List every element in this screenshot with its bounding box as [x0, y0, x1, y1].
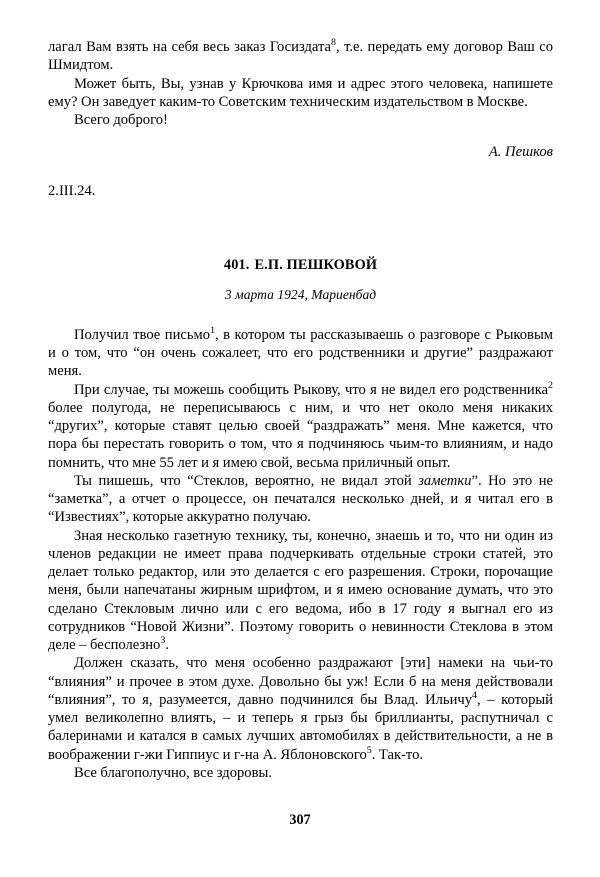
text-run: Может быть, Вы, узнав у Крючкова имя и адрес этого человека, напишете ему? Он заведует каким-то Советским техническим издательством в Москве.	[48, 75, 553, 110]
footnote-marker: 2	[548, 379, 553, 391]
text-run: .	[165, 637, 169, 653]
paragraph-1	[48, 326, 553, 381]
page-text-block	[48, 0, 553, 877]
letter-heading	[48, 200, 553, 274]
text-run: , – который умел великолепно влиять, – и теперь я грыз бы бриллианты, распутничал с балеринами и катался в самых лучших автомобилях в действительности, а не в воображении г-жи Гиппиус и г-на А. Яблоновского	[48, 691, 553, 763]
signature: А. Пешков	[488, 144, 553, 161]
paragraph-mozhet-byt	[48, 75, 553, 112]
paragraph-6	[48, 764, 553, 782]
text-run: Ты пишешь, что “Стеклов, вероятно, не видал этой	[74, 472, 419, 489]
text-run: При случае, ты можешь сообщить Рыкову, что я не видел его родственника	[74, 381, 549, 398]
text-run: Должен сказать, что меня особенно раздражают [эти] намеки на чьи-то “влияния” и прочее в этом духе. Довольно бы уж! Если б на меня действовали “влияния”, то я, разумеется, давно подчинился бы Влад. Ильичу	[48, 655, 553, 708]
paragraph-4	[48, 527, 553, 655]
text-run: лагал Вам взять на себя весь заказ Госиздата	[48, 39, 332, 55]
text-run: Всего доброго!	[74, 112, 168, 128]
footnote-marker: 4	[472, 689, 477, 701]
paragraph-5	[48, 654, 553, 764]
text-run: более полугода, не переписываюсь с ним, и что нет около меня никаких “других”, которые ставят целью своей “раздражать” меня. Мне кажется, что пора бы перестать говорить о том, что я подчиняюсь чьим-то влияниям, и надо помнить, что мне 55 лет и я имею свой, весьма приличный опыт.	[48, 399, 553, 471]
emphasis-text: заметки	[418, 472, 472, 489]
text-run: . Так-то.	[371, 746, 424, 763]
text-run: Получил твое письмо	[74, 326, 211, 343]
letter-body	[48, 304, 553, 782]
footnote-marker: 5	[366, 744, 372, 756]
page-number: 307	[289, 812, 311, 828]
letter-dateline: 3 марта 1924, Мариенбад	[224, 286, 377, 302]
text-run: , в котором ты рассказываешь о разговоре с Рыковым и о том, что “он очень сожалеет, что его родственники и другие” раздражают меня.	[48, 326, 553, 380]
letter-date-stamp: 2.III.24.	[48, 182, 96, 199]
footnote-marker: 3	[160, 635, 166, 647]
paragraph-2	[48, 381, 553, 472]
text-run: Все благополучно, все здоровы.	[74, 764, 272, 781]
paragraph-3	[48, 472, 553, 527]
text-run: Зная несколько газетную технику, ты, конечно, знаешь и то, что ни один из членов редакции не имеет права подчеркивать отдельные строки статей, это делает только редактор, или это делается с его разрешения. Строки, порочащие меня, были напечатаны жирным шрифтом, и я имею основание думать, что это сделано Стекловым лично или с его ведома, ибо в 17 году я выгнал его из сотрудников “Новой Жизни”. Поэтому говорить о невинности Стеклова в этом деле – бесполезно	[48, 527, 553, 653]
text-run: , т.е. передать ему договор Ваш со Шмидтом.	[48, 39, 553, 74]
text-run: ”. Но это не “заметка”, а отчет о процессе, он печатался несколько дней, и я читал его в “Известиях”, которые аккуратно получаю.	[48, 472, 554, 526]
footnote-marker: 8	[331, 37, 336, 49]
footnote-marker: 1	[210, 324, 216, 336]
paragraph-vsego-dobrogo	[48, 111, 553, 129]
continued-letter-section	[48, 38, 553, 129]
paragraph-carryover	[48, 38, 553, 75]
letter-number: 401.	[223, 256, 250, 273]
letter-recipient: Е.П. ПЕШКОВОЙ	[254, 256, 378, 273]
